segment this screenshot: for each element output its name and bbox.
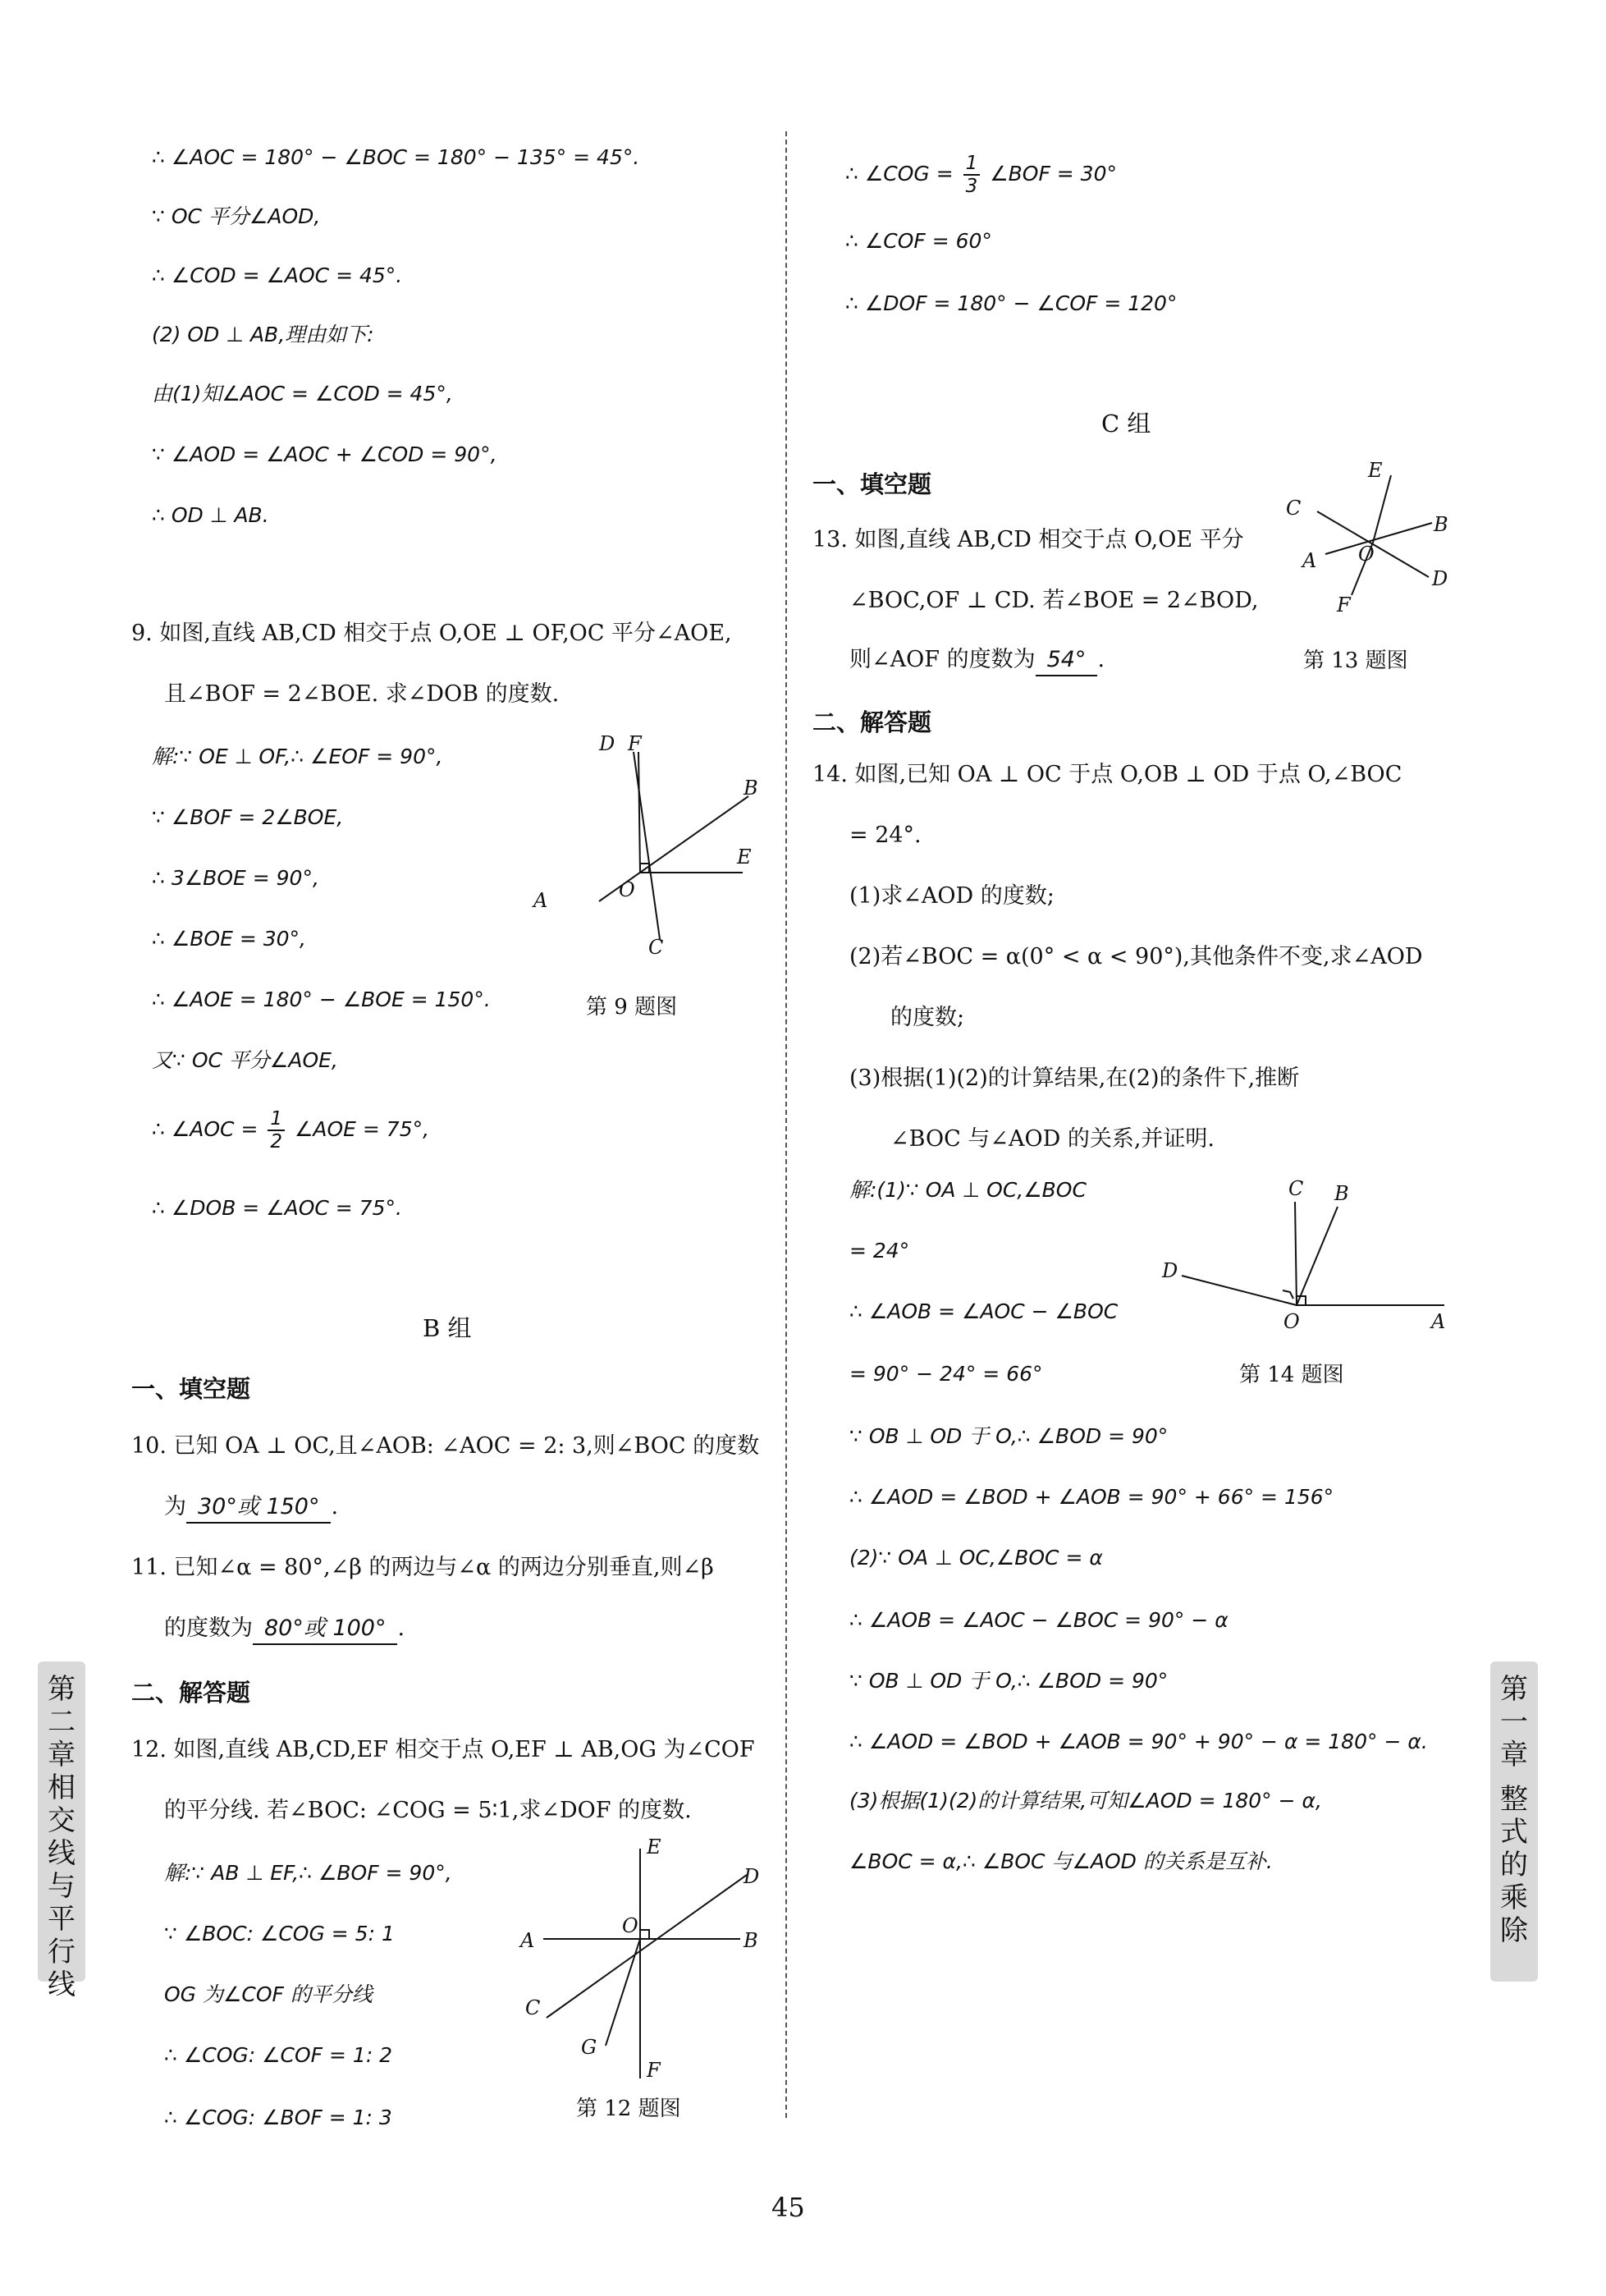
answer-blank: 54°: [1036, 645, 1098, 676]
solution-line: ∴ ∠COF = 60°: [845, 229, 992, 253]
question-10-answer-line: 为 30°或 150° .: [164, 1492, 338, 1524]
solution-line: OG 为∠COF 的平分线: [164, 1982, 373, 2006]
question-14-text: = 24°.: [849, 823, 922, 848]
answer-blank: 80°或 100°: [253, 1614, 397, 1645]
figure-9-caption: 第 9 题图: [586, 995, 678, 1020]
solution-line: ∴ OD ⊥ AB.: [152, 503, 269, 527]
point-label: F: [628, 732, 642, 755]
solution-fraction-line: ∴ ∠COG = $\frac{1}{3}$ ∠BOF = 30°: [845, 153, 1117, 197]
question-9-text: 9. 如图,直线 AB,CD 相交于点 O,OE ⊥ OF,OC 平分∠AOE,: [131, 621, 732, 646]
point-label: C: [525, 1996, 541, 2019]
question-13-answer-line: 则∠AOF 的度数为 54° .: [849, 645, 1105, 676]
point-label: B: [1434, 513, 1448, 536]
solution-line: ∵ ∠BOC: ∠COG = 5: 1: [164, 1922, 395, 1945]
figure-13-diagram: [1276, 456, 1473, 620]
figure-14-caption: 第 14 题图: [1239, 1363, 1344, 1387]
question-11-answer-line: 的度数为 80°或 100° .: [164, 1614, 405, 1645]
solution-line: ∴ ∠AOE = 180° − ∠BOE = 150°.: [152, 988, 491, 1011]
section-answer-header: 二、解答题: [131, 1679, 251, 1707]
point-label: B: [1334, 1182, 1349, 1205]
question-14-text: (1)求∠AOD 的度数;: [849, 883, 1055, 909]
page-number: 45: [771, 2192, 805, 2223]
point-label: E: [737, 846, 752, 868]
point-label: B: [744, 777, 758, 800]
point-label: D: [599, 732, 615, 755]
question-13-text: ∠BOC,OF ⊥ CD. 若∠BOE = 2∠BOD,: [849, 588, 1259, 613]
solution-line: ∴ ∠COG: ∠BOF = 1: 3: [164, 2106, 392, 2129]
figure-12-caption: 第 12 题图: [576, 2097, 681, 2121]
point-label: O: [622, 1914, 638, 1937]
section-fill-header: 一、填空题: [131, 1375, 251, 1403]
point-label: F: [1337, 593, 1351, 616]
point-label: D: [1162, 1259, 1178, 1282]
point-label: A: [1431, 1310, 1446, 1333]
fraction: $\frac{1}{2}$: [268, 1108, 285, 1153]
question-13-text: 13. 如图,直线 AB,CD 相交于点 O,OE 平分: [812, 527, 1244, 552]
solution-line: ∴ ∠AOC = 180° − ∠BOC = 180° − 135° = 45°.: [152, 145, 640, 169]
fraction: $\frac{1}{3}$: [963, 153, 981, 197]
solution-line: ∵ ∠AOD = ∠AOC + ∠COD = 90°,: [152, 442, 497, 466]
solution-line: (3)根据(1)(2)的计算结果,可知∠AOD = 180° − α,: [849, 1789, 1322, 1813]
point-label: E: [647, 1835, 661, 1858]
question-12-text: 的平分线. 若∠BOC: ∠COG = 5∶1,求∠DOF 的度数.: [164, 1798, 692, 1823]
point-label: C: [1286, 497, 1302, 520]
question-14-text: (2)若∠BOC = α(0° < α < 90°),其他条件不变,求∠AOD: [849, 944, 1423, 969]
solution-line: ∴ 3∠BOE = 90°,: [152, 866, 319, 890]
solution-line: ∵ OC 平分∠AOD,: [152, 204, 321, 228]
question-14-text: ∠BOC 与∠AOD 的关系,并证明.: [890, 1126, 1215, 1152]
solution-line: = 90° − 24° = 66°: [849, 1362, 1043, 1386]
solution-line: ∴ ∠AOD = ∠BOD + ∠AOB = 90° + 90° − α = 180° − α.: [849, 1730, 1428, 1753]
figure-14-diagram: [1149, 1166, 1469, 1346]
point-label: D: [1432, 567, 1448, 590]
point-label: C: [648, 936, 664, 959]
question-9-text: 且∠BOF = 2∠BOE. 求∠DOB 的度数.: [164, 681, 560, 707]
group-c-title: C 组: [1101, 410, 1151, 438]
column-divider: [785, 131, 787, 2118]
point-label: E: [1368, 459, 1383, 482]
solution-line: (2)∵ OA ⊥ OC,∠BOC = α: [849, 1546, 1103, 1570]
solution-line: 解:(1)∵ OA ⊥ OC,∠BOC: [849, 1178, 1087, 1202]
chapter-tab-right: 第 一 章 整 式 的 乘 除: [1490, 1661, 1538, 1982]
point-label: C: [1288, 1177, 1304, 1200]
point-label: O: [1283, 1310, 1300, 1333]
section-fill-header: 一、填空题: [812, 470, 932, 498]
point-label: G: [581, 2036, 597, 2059]
solution-line: ∵ OB ⊥ OD 于 O,∴ ∠BOD = 90°: [849, 1424, 1169, 1448]
solution-line: ∴ ∠COD = ∠AOC = 45°.: [152, 264, 403, 287]
solution-line: 解:∵ OE ⊥ OF,∴ ∠EOF = 90°,: [152, 745, 443, 768]
question-14-text: 的度数;: [890, 1005, 965, 1030]
answer-blank: 30°或 150°: [186, 1492, 331, 1524]
solution-line: (2) OD ⊥ AB,理由如下:: [152, 323, 374, 346]
question-14-text: (3)根据(1)(2)的计算结果,在(2)的条件下,推断: [849, 1066, 1300, 1091]
point-label: A: [520, 1929, 535, 1952]
solution-line: ∵ ∠BOF = 2∠BOE,: [152, 805, 344, 829]
solution-line: 解:∵ AB ⊥ EF,∴ ∠BOF = 90°,: [164, 1861, 452, 1885]
point-label: O: [619, 878, 635, 901]
point-label: A: [533, 889, 548, 912]
figure-13-caption: 第 13 题图: [1303, 648, 1408, 673]
solution-line: = 24°: [849, 1239, 910, 1263]
solution-line: ∴ ∠COG: ∠COF = 1: 2: [164, 2043, 393, 2067]
solution-line: ∠BOC = α,∴ ∠BOC 与∠AOD 的关系是互补.: [849, 1849, 1273, 1873]
chapter-tab-left: 第 二 章 相 交 线 与 平 行 线: [38, 1661, 85, 1982]
question-14-text: 14. 如图,已知 OA ⊥ OC 于点 O,OB ⊥ OD 于点 O,∠BOC: [812, 762, 1402, 787]
solution-line: ∴ ∠DOF = 180° − ∠COF = 120°: [845, 291, 1178, 315]
solution-line: 由(1)知∠AOC = ∠COD = 45°,: [152, 382, 453, 406]
solution-line: ∴ ∠AOD = ∠BOD + ∠AOB = 90° + 66° = 156°: [849, 1485, 1334, 1509]
question-12-text: 12. 如图,直线 AB,CD,EF 相交于点 O,EF ⊥ AB,OG 为∠COF: [131, 1737, 755, 1762]
solution-line: ∴ ∠BOE = 30°,: [152, 927, 306, 951]
question-11-text: 11. 已知∠α = 80°,∠β 的两边与∠α 的两边分别垂直,则∠β: [131, 1555, 714, 1580]
point-label: O: [1358, 543, 1375, 566]
point-label: A: [1302, 549, 1317, 572]
section-answer-header: 二、解答题: [812, 708, 932, 736]
point-label: B: [744, 1929, 758, 1952]
group-b-title: B 组: [423, 1314, 472, 1342]
solution-line: ∵ OB ⊥ OD 于 O,∴ ∠BOD = 90°: [849, 1669, 1169, 1693]
solution-line: ∴ ∠DOB = ∠AOC = 75°.: [152, 1196, 402, 1220]
solution-fraction-line: ∴ ∠AOC = $\frac{1}{2}$ ∠AOE = 75°,: [152, 1108, 430, 1153]
point-label: D: [744, 1865, 760, 1888]
figure-9-diagram: [525, 722, 771, 969]
solution-line: ∴ ∠AOB = ∠AOC − ∠BOC: [849, 1299, 1119, 1323]
solution-line: 又∵ OC 平分∠AOE,: [152, 1048, 338, 1072]
question-10-text: 10. 已知 OA ⊥ OC,且∠AOB: ∠AOC = 2: 3,则∠BOC 的度数: [131, 1433, 760, 1459]
figure-12-diagram: [509, 1831, 771, 2093]
point-label: F: [647, 2059, 661, 2082]
solution-line: ∴ ∠AOB = ∠AOC − ∠BOC = 90° − α: [849, 1608, 1229, 1632]
